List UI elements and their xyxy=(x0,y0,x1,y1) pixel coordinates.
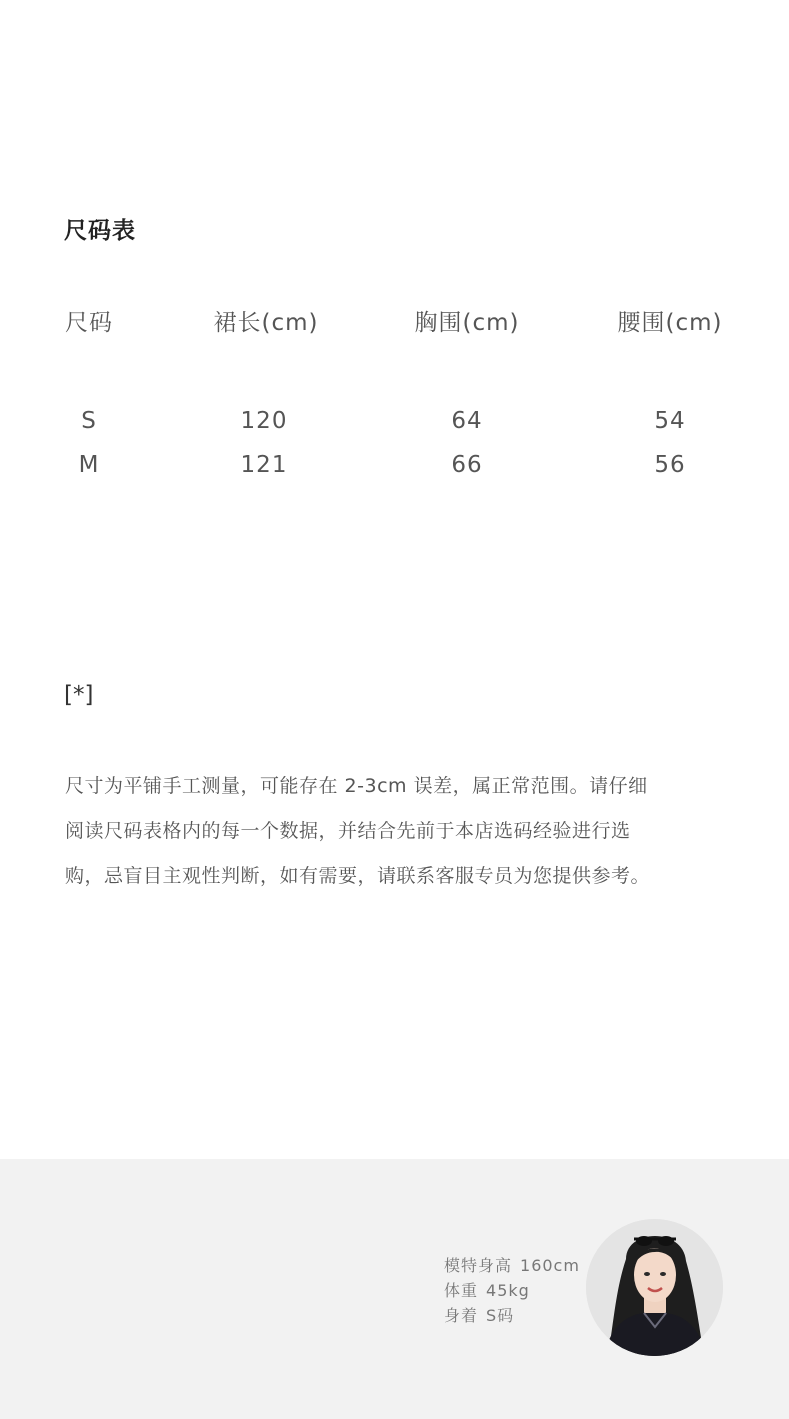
row-s-size: S xyxy=(81,408,97,434)
row-m-size: M xyxy=(78,452,100,478)
model-avatar xyxy=(586,1219,723,1356)
note-line: 阅读尺码表格内的每一个数据，并结合先前于本店选码经验进行选 xyxy=(65,820,631,842)
model-height-row xyxy=(444,1253,580,1278)
model-weight-row xyxy=(444,1278,580,1303)
size-chart-title: 尺码表 xyxy=(64,218,136,244)
note-line: 购，忌盲目主观性判断，如有需要，请联系客服专员为您提供参考。 xyxy=(65,865,651,887)
model-info xyxy=(444,1253,580,1328)
model-portrait-icon xyxy=(586,1219,723,1356)
note-line: 尺寸为平铺手工测量，可能存在 2-3cm 误差，属正常范围。请仔细 xyxy=(65,775,648,797)
model-weight-value: 45kg xyxy=(486,1281,530,1300)
row-m-bust: 66 xyxy=(451,452,483,478)
model-height-label: 模特身高 xyxy=(444,1256,513,1275)
model-weight-label: 体重 xyxy=(444,1281,479,1300)
header-bust: 胸围(cm) xyxy=(414,310,520,336)
model-wear-row xyxy=(444,1303,580,1328)
model-wear-value: S码 xyxy=(486,1306,515,1325)
row-s-waist: 54 xyxy=(654,408,686,434)
row-s-skirt-length: 120 xyxy=(240,408,288,434)
row-s-bust: 64 xyxy=(451,408,483,434)
row-m-skirt-length: 121 xyxy=(240,452,288,478)
header-waist: 腰围(cm) xyxy=(617,310,723,336)
model-wear-label: 身着 xyxy=(444,1306,479,1325)
header-size: 尺码 xyxy=(65,310,113,336)
note-mark: [*] xyxy=(64,682,94,708)
model-height-value: 160cm xyxy=(520,1256,580,1275)
measurement-note xyxy=(65,764,725,899)
header-skirt-length: 裙长(cm) xyxy=(213,310,319,336)
row-m-waist: 56 xyxy=(654,452,686,478)
